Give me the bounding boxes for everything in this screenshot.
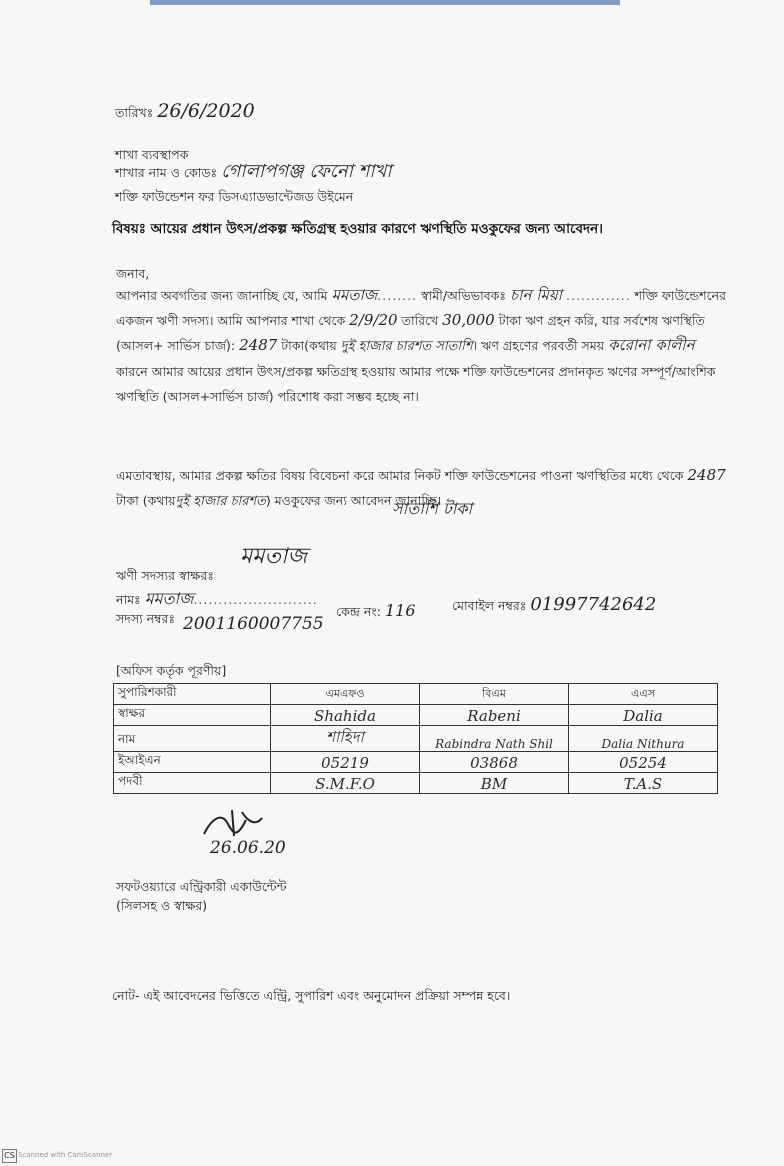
p1-text-1: আপনার অবগতির জন্য জানাচ্ছি যে, আমি	[116, 288, 328, 303]
cell-value: 05254	[569, 752, 718, 773]
mobile-label: মোবাইল নম্বরঃ	[452, 598, 527, 613]
p1-text-2: স্বামী/অভিভাবকঃ	[421, 288, 507, 303]
col-head-mfo: এমএফও	[271, 684, 420, 705]
p1-text-3: শক্তি ফাউন্ডেশনের একজন ঋণী সদস্য। আমি আপনার শাখা থেকে	[116, 288, 726, 328]
p2-text-3: ) মওকুফের জন্য আবেদন জানাচ্ছি।	[265, 493, 442, 508]
branch-value: গোলাপগঞ্জ ফেনো শাখা	[221, 161, 392, 182]
branch-label: শাখার নাম ও কোডঃ	[115, 165, 218, 180]
loss-cause: করোনা কালীন	[608, 336, 695, 354]
mobile-line	[452, 596, 656, 614]
office-title: [অফিস কর্তৃক পূরণীয়]	[116, 663, 227, 678]
cell-value: Dalia	[569, 705, 718, 726]
member-no-label: সদস্য নম্বরঃ	[116, 611, 176, 626]
p1-text-7: । ঋণ গ্রহণের পরবর্তী সময়	[472, 338, 605, 353]
loan-amount: 30,000	[442, 311, 495, 329]
member-name-label: নামঃ	[116, 592, 141, 607]
cell-value: S.M.F.O	[271, 773, 420, 794]
p2-text-1: এমতাবস্থায়, আমার প্রকল্প ক্ষতির বিষয় বিবেচনা করে আমার নিকট শক্তি ফাউন্ডেশনের পাওনা ঋণস্থিতির মধ্যে থেকে	[116, 468, 684, 483]
paragraph-1	[116, 283, 728, 409]
waive-words: দুই হাজার চারশত	[175, 494, 266, 509]
col-head-as: এএস	[569, 684, 718, 705]
addressee-line2	[115, 163, 392, 181]
table-row	[114, 726, 718, 752]
loan-balance: 2487	[239, 336, 278, 354]
dots: ........	[377, 288, 418, 303]
p1-text-4: তারিখে	[401, 313, 439, 328]
member-name-line	[116, 590, 318, 608]
center-label: কেন্দ্র নং:	[336, 604, 381, 619]
cell-value: Rabindra Nath Shil	[420, 726, 569, 752]
table-row	[114, 684, 718, 705]
member-no-line	[116, 610, 175, 627]
row-label: পদবী	[114, 773, 271, 794]
guardian-name: চান মিয়া	[510, 286, 563, 304]
center-no: 116	[384, 601, 416, 620]
balance-words: দুই হাজার চারশত সাতাশি	[340, 339, 473, 354]
cell-value: Shahida	[271, 705, 420, 726]
cell-value: T.A.S	[569, 773, 718, 794]
cell-value: BM	[420, 773, 569, 794]
col-head-bm: বিএম	[420, 684, 569, 705]
waive-words-continued: সাতাশি টাকা	[392, 499, 473, 518]
center-line	[336, 602, 416, 620]
loan-date: 2/9/20	[349, 311, 398, 329]
scan-edge	[150, 0, 620, 5]
cell-value: Rabeni	[420, 705, 569, 726]
member-signature: মমতাজ	[240, 544, 308, 569]
date-line	[115, 100, 255, 122]
date-value: 26/6/2020	[157, 100, 255, 122]
table-row	[114, 773, 718, 794]
subject: বিষয়ঃ আয়ের প্রধান উৎস/প্রকল্প ক্ষতিগ্রস্থ হওয়ার কারণে ঋণস্থিতি মওকুফের জন্য আবেদন।	[112, 221, 603, 237]
row-label: নাম	[114, 726, 271, 752]
row-label: স্বাক্ষর	[114, 705, 271, 726]
accountant-line1: সফটওয়্যারে এন্ট্রিকারী একাউন্টেন্ট	[116, 879, 287, 894]
mobile-no: 01997742642	[530, 594, 657, 615]
dots: .............	[566, 288, 631, 303]
member-sig-label: ঋণী সদস্যর স্বাক্ষরঃ	[116, 568, 214, 583]
scanner-watermark: Scanned with CamScanner	[18, 1151, 113, 1159]
office-table	[113, 683, 718, 794]
salutation: জনাব,	[116, 266, 150, 281]
member-name: মমতাজ	[144, 589, 194, 608]
row-label: সুপারিশকারী	[114, 684, 271, 705]
applicant-name: মমতাজ	[331, 286, 378, 304]
cell-value: 05219	[271, 752, 420, 773]
addressee-line1: শাখা ব্যবস্থাপক	[115, 147, 189, 162]
member-no: 2001160007755	[183, 614, 324, 634]
p1-text-5: টাকা ঋণ গ্রহন করি, যার সর্বশেষ ঋণস্থিতি (আসল+ সার্ভিস চার্জ):	[116, 313, 705, 353]
row-label: ইআইএন	[114, 752, 271, 773]
table-row	[114, 752, 718, 773]
cell-value: শাহিদা	[271, 726, 420, 752]
p2-text-2: টাকা (কথায়	[116, 493, 176, 508]
dots: .........................	[193, 592, 318, 607]
note: নোট- এই আবেদনের ভিত্তিতে এন্ট্রি, সুপারিশ এবং অনুমোদন প্রক্রিয়া সম্পন্ন হবে।	[112, 988, 511, 1003]
waive-amount: 2487	[687, 466, 726, 484]
p1-text-8: কারনে আমার আয়ের প্রধান উৎস/প্রকল্প ক্ষতিগ্রস্থ হওয়ায় আমার পক্ষে শক্তি ফাউন্ডেশনের প্রদানকৃত ঋণের সম্পূর্ণ/আংশিক ঋণস্থিতি (আসল+সার্ভিস চার্জ) পরিশোধ করা সম্ভব হচ্ছে না।	[116, 364, 716, 404]
table-row	[114, 705, 718, 726]
cell-value: 03868	[420, 752, 569, 773]
p1-text-6: টাকা(কথায়	[281, 338, 337, 353]
member-signature-line	[116, 567, 214, 584]
cell-value: Dalia Nithura	[569, 726, 718, 752]
camscanner-icon: CS	[2, 1149, 17, 1163]
accountant-line2: (সিলসহ ও স্বাক্ষর)	[116, 898, 208, 913]
accountant-sign-date: 26.06.20	[210, 838, 286, 858]
date-label: তারিখঃ	[115, 105, 154, 120]
addressee-line3: শক্তি ফাউন্ডেশন ফর ডিসএ্যাডভান্টেজড উইমেন	[115, 189, 354, 204]
